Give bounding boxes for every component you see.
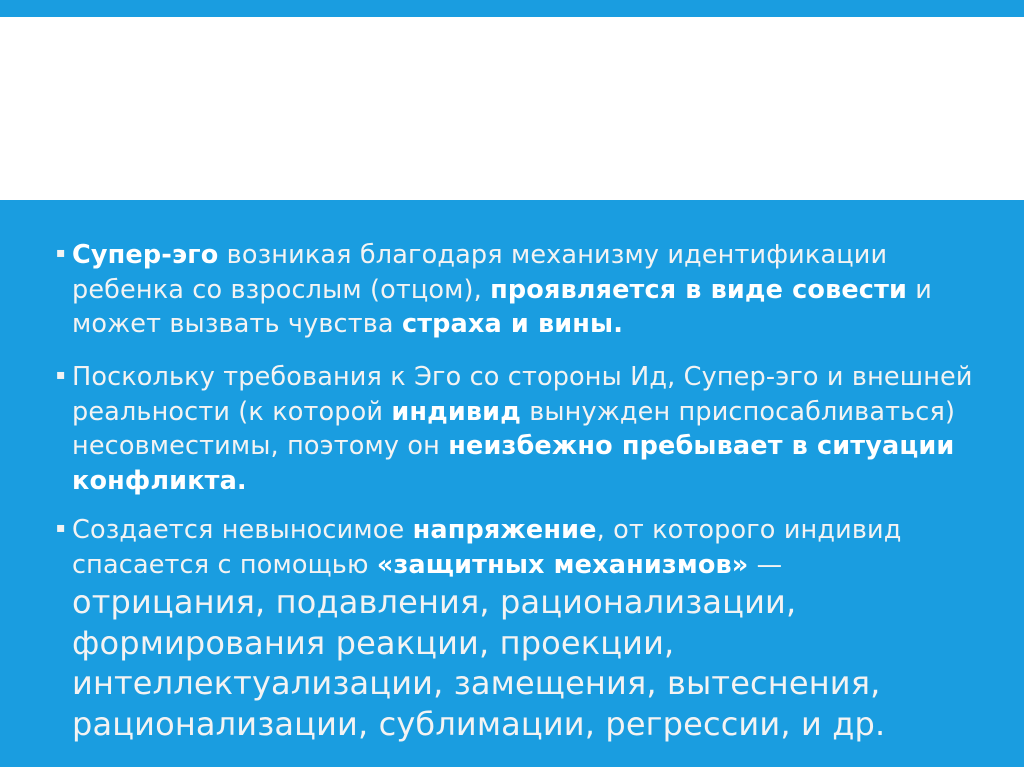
text-segment: возникая благодаря механизму идентификации ребенка со взрослым (отцом), xyxy=(72,240,888,305)
bold-term: индивид xyxy=(391,396,521,427)
bullet-text xyxy=(72,513,976,744)
title-area xyxy=(0,17,1024,200)
bullet-dot-icon: ▪ xyxy=(56,367,66,383)
bold-term: проявляется в виде совести xyxy=(490,274,908,305)
text-segment: вынужден приспосабливаться) несовместимы, поэтому он xyxy=(72,396,956,461)
text-segment: Создается невыносимое xyxy=(72,515,413,545)
bullet-text xyxy=(72,360,976,498)
text-segment: и может вызвать чувства xyxy=(72,274,932,339)
top-accent-bar xyxy=(0,0,1024,17)
bullet-dot-icon: ▪ xyxy=(56,520,66,536)
text-segment: — xyxy=(748,549,783,580)
bold-term: напряжение xyxy=(412,515,597,545)
text-segment: Поскольку требования к Эго со стороны Ид, Супер-эго и внешней реальности (к которой xyxy=(72,362,973,427)
bold-term: Супер-эго xyxy=(72,240,219,270)
bullet-3 xyxy=(56,513,976,744)
text-segment: , от которого индивид спасается с помощью xyxy=(72,515,902,580)
bullet-2 xyxy=(56,360,976,498)
bold-term: «защитных механизмов» xyxy=(376,549,749,580)
bold-term: страха и вины. xyxy=(401,309,624,339)
bullet-1 xyxy=(56,238,976,342)
bold-term: неизбежно пребывает в ситуации конфликта. xyxy=(72,431,955,496)
bullet-text xyxy=(72,238,976,342)
mechanisms-list: отрицания, подавления, рационализации, формирования реакции, проекции, интеллектуализации, замещения, вытеснения, рационализации, сублимации, регрессии, и др. xyxy=(72,583,886,743)
bullet-dot-icon: ▪ xyxy=(56,245,66,261)
